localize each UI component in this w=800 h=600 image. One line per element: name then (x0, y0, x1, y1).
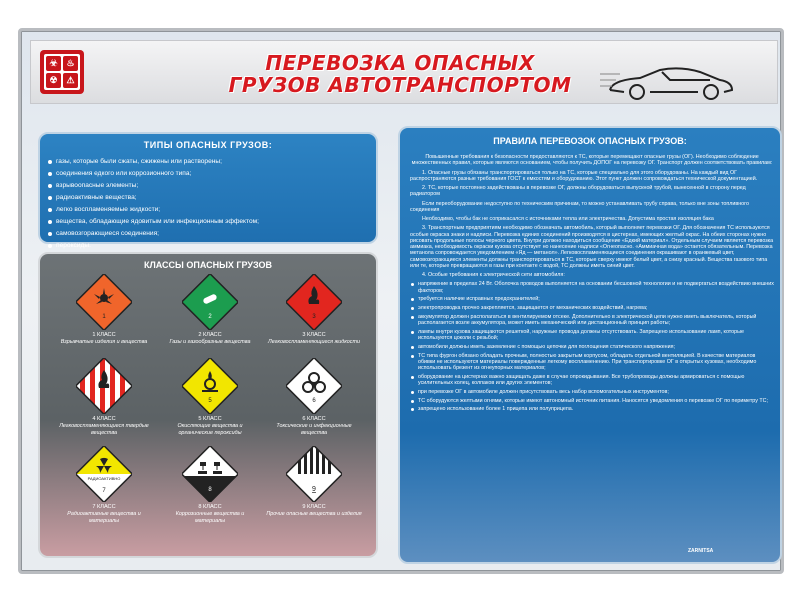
class-2 (160, 274, 260, 346)
biohazard-sign-icon (286, 358, 342, 414)
rule-item: требуется наличие исправных предохранителей; (410, 296, 774, 302)
rules-paragraph: 2. ТС, которые постоянно задействованы в перевозке ОГ, должны оборудоваться выпускной трубой, вынесенной в сторону перед радиатором (410, 185, 746, 198)
misc-hazard-sign-icon (286, 446, 342, 502)
class-9 (264, 446, 364, 518)
list-item: газы, которые были сжаты, сжижены или растворены; (48, 156, 259, 168)
corrosive-sign-icon (182, 446, 238, 502)
classes-panel (38, 252, 378, 558)
types-list (48, 156, 259, 252)
title-line-1: ПЕРЕВОЗКА ОПАСНЫХ (265, 51, 535, 75)
class-4 (54, 358, 154, 436)
class-num: 7 КЛАСС (92, 504, 116, 510)
rules-paragraph: 4. Особые требования к электрической сети автомобиля: (422, 272, 565, 278)
classes-title: КЛАССЫ ОПАСНЫХ ГРУЗОВ (143, 260, 273, 270)
svg-text:8: 8 (208, 487, 212, 493)
types-title: ТИПЫ ОПАСНЫХ ГРУЗОВ: (143, 140, 273, 150)
page-title (190, 52, 610, 96)
biohazard-icon: ☣ (46, 56, 61, 71)
class-5 (160, 358, 260, 436)
svg-text:6: 6 (312, 398, 316, 404)
class-6 (264, 358, 364, 436)
class-num: 4 КЛАСС (92, 416, 116, 422)
class-desc: Окисляющие вещества и органические пероксиды (177, 423, 243, 436)
list-item: пероксиды. (48, 240, 259, 252)
flammable-solid-sign-icon (76, 358, 132, 414)
rules-paragraph: Необходимо, чтобы бак не соприкасался с источниками тепла или электричества. Допустима простая изоляция бака (422, 216, 714, 222)
rule-item: ТС типа фургон обязано обладать прочным, полностью закрытым корпусом, обладать отдельной вентиляцией. В качестве материалов обивки не используются материалы повержденные легкому воспламенению. При транспортировке ОГ в открытых кузовах, необходимо использовать брезент из огнеупорных материалов; (410, 353, 774, 372)
rules-intro: Повышенные требования к безопасности предоставляются к ТС, которые перемещают опасные грузы (ОГ). Необходимо соблюдение множественных правил, которые являются основанием, чтобы получить ДОПОГ на перевозку ОГ. Транспорт должен соответствовать правилам: (411, 154, 773, 167)
class-1 (54, 274, 154, 346)
class-desc: Легковоспламеняющиеся жидкости (268, 339, 360, 345)
list-item: взрывоопасные элементы; (48, 180, 259, 192)
class-desc: Токсические и инфекционные вещества (276, 423, 352, 436)
rule-item: при перевозке ОГ в автомобиле должен присутствовать весь набор вспомогательных инструментов; (410, 389, 774, 395)
class-8 (160, 446, 260, 524)
hazard-logo (40, 50, 84, 94)
rule-item: оборудование на цистернах важно защищать даже в случае опрокидывания. Все трубопроводы должны армироваться с помощью усилительных колец, колпаков или других элементов; (410, 374, 774, 387)
gas-cylinder-sign-icon (182, 274, 238, 330)
class-num: 2 КЛАСС (198, 332, 222, 338)
class-desc: Взрывчатые изделия и вещества (60, 339, 148, 345)
list-item: соединения едкого или коррозионного типа; (48, 168, 259, 180)
class-7 (54, 446, 154, 524)
flame-icon: ♨ (63, 56, 78, 71)
svg-text:1: 1 (102, 314, 106, 320)
warning-icon: ⚠ (63, 73, 78, 88)
flame-sign-icon (286, 274, 342, 330)
car-icon (600, 62, 740, 102)
explosive-sign-icon (76, 274, 132, 330)
rules-body (410, 154, 774, 415)
rule-item: лампы внутри кузова защищаются решеткой, наружные провода должны отсутствовать. Запрещено использование ламп, которые используются цоколи с резьбой; (410, 329, 774, 342)
list-item: радиоактивные вещества; (48, 192, 259, 204)
radioactive-sign-icon (76, 446, 132, 502)
class-num: 3 КЛАСС (302, 332, 326, 338)
rule-item: запрещено использование более 1 прицепа или полуприцепа. (410, 406, 774, 412)
rule-item: электропроводка прочно закрепляется, защищается от механических воздействий, нагрева; (410, 305, 774, 311)
class-num: 1 КЛАСС (92, 332, 116, 338)
title-line-2: ГРУЗОВ АВТОТРАНСПОРТОМ (228, 73, 572, 97)
class-desc: Прочие опасные вещества и изделия (266, 511, 362, 517)
brand-label: ZARNITSA (688, 548, 714, 554)
list-item: вещества, обладающие ядовитым или инфекционным эффектом; (48, 216, 259, 228)
svg-text:5: 5 (208, 398, 212, 404)
rules-paragraph: 1. Опасные грузы обязаны транспортироваться только на ТС, которые специально для этого оборудованы. На каждый вид ОГ распространяются разные требования ГОСТ к емкостям и оборудованию. Этот пункт должен сопровождаться технической документацией. (410, 169, 758, 182)
rules-paragraph: Если переоборудование недоступно по техническим причинам, то можно устанавливать трубу справа, только вне зоны топливного соединения (410, 200, 749, 213)
class-num: 6 КЛАСС (302, 416, 326, 422)
class-desc: Легковоспламеняющиеся твердые вещества (59, 423, 149, 436)
svg-text:2: 2 (208, 314, 212, 320)
oxidizer-sign-icon (182, 358, 238, 414)
list-item: легко воспламеняемые жидкости; (48, 204, 259, 216)
rules-paragraph: 3. Транспортным предприятиям необходимо обозначать автомобиль, который выполняет перевозки ОГ. Для обозначения ТС используются особые окраска знаки и надписи. Перевозка единих соединений производятся в цистернах, имеющих желтый окрас. На обеих сторонах нужно рисовать продольные полосы черного цвета. Внутри должно находиться сообщение «Едкий материал». Отдельным случаем является перевозка аммиака, необходимость окраски кузова отсутствует но нанесение надписи «Огнеопасно. «Аммиачная вода» остается обязательным. Перевозка метанола сопровождается уведомлением «Яд — метанол». Легковоспламеняющиеся соединения окрашивают в оранжевый цвет, самовозгорающиеся элементы должны транспортироваться в ТС, которые сверху имеют белый цвет, а снизу красный. Вещества газового типа или те, которые превращаются в газы при контакте с водой, ТС должны иметь синий цвет. (410, 225, 774, 269)
class-desc: Газы и газообразные вещества (169, 339, 251, 345)
svg-text:7: 7 (102, 488, 106, 494)
rule-item: ТС оборудуются желтыми огнями, которые имеют автономный источник питания. Наносятся уведомления о перевозке ОГ по периметру ТС; (410, 398, 774, 404)
class-num: 5 КЛАСС (198, 416, 222, 422)
class-desc: Радиоактивные вещества и материалы (67, 511, 141, 524)
rule-item: аккумулятор должен располагаться в вентилируемом отсеке. Дополнительно в электрической цепи нужно иметь выключатель, который располагается возле аккумулятора, может иметь механический или дистанционный принцип работы; (410, 314, 774, 327)
rules-panel (398, 126, 782, 564)
rule-item: напряжение в пределах 24 Вт. Оболочка проводов выполняется на основании бесшовной технологии и не подвергаться воздействию внешних факторов; (410, 281, 774, 294)
svg-text:3: 3 (312, 314, 316, 320)
class-num: 9 КЛАСС (302, 504, 326, 510)
svg-text:9: 9 (312, 486, 316, 493)
radioactive-sign-label: РАДИОАКТИВНО (87, 476, 121, 481)
rules-title: ПРАВИЛА ПЕРЕВОЗОК ОПАСНЫХ ГРУЗОВ: (493, 136, 687, 146)
class-num: 8 КЛАСС (198, 504, 222, 510)
list-item: самовозгорающиеся соединения; (48, 228, 259, 240)
class-desc: Коррозионные вещества и материалы (175, 511, 245, 524)
radiation-icon: ☢ (46, 73, 61, 88)
class-3 (264, 274, 364, 346)
rule-item: автомобили должны иметь заземление с помощью цепочки для поглощения статического напряжения; (410, 344, 774, 350)
types-panel (38, 132, 378, 249)
